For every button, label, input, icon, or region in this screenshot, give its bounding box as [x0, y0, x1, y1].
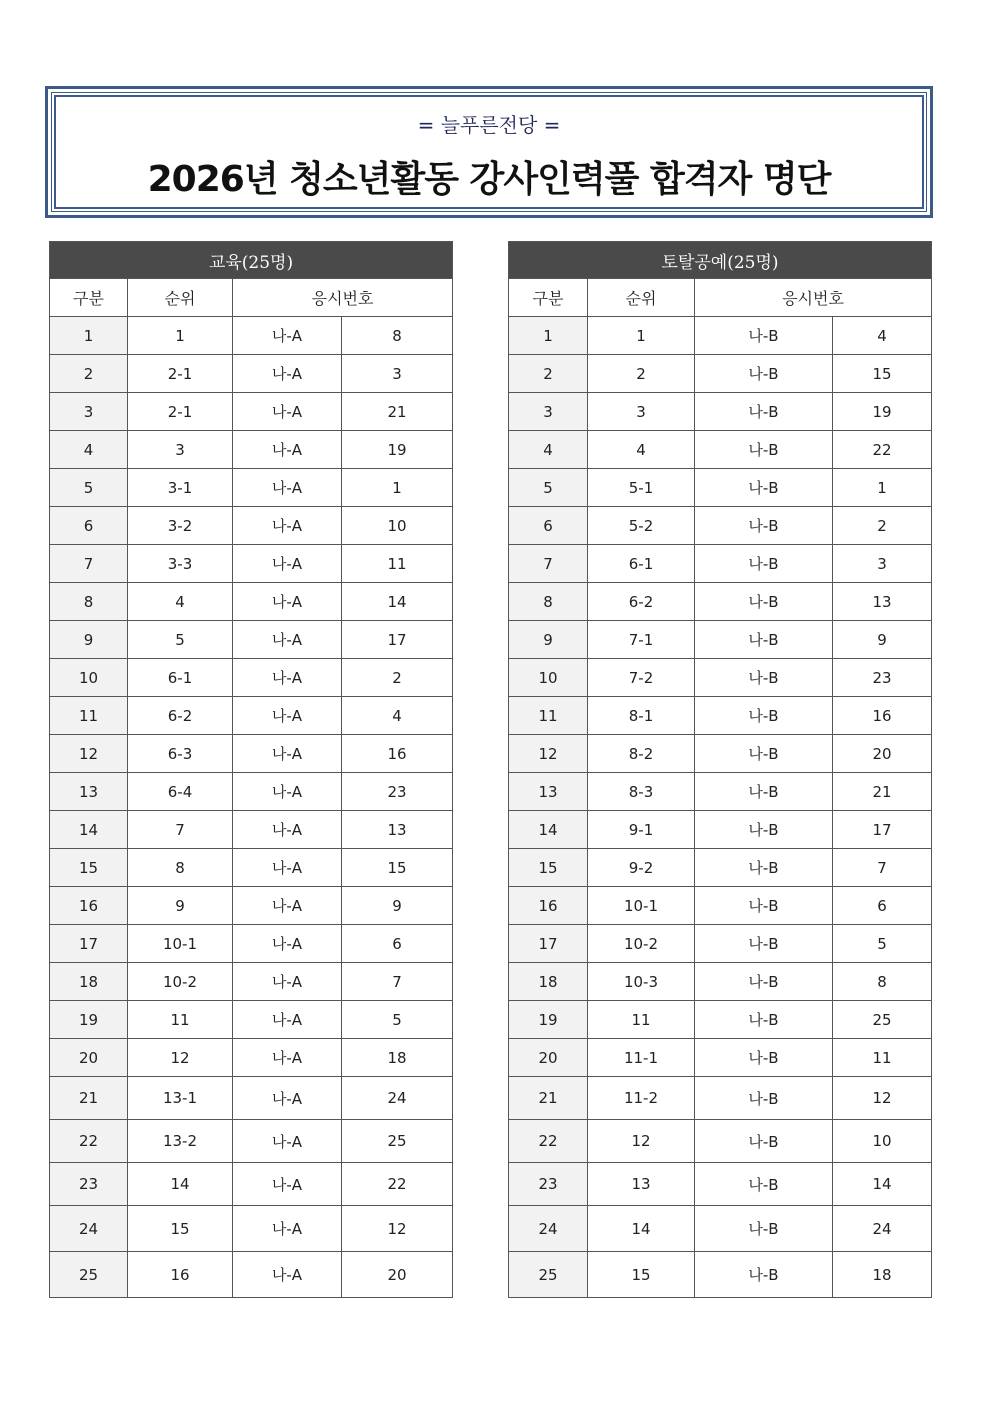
rank-cell: 1: [128, 317, 233, 355]
column-header-category: 구분: [509, 279, 588, 317]
exam-group-cell: 나-B: [695, 849, 833, 887]
table-body: [509, 317, 932, 1298]
rank-cell: 15: [588, 1252, 695, 1298]
exam-group-cell: 나-A: [233, 811, 342, 849]
row-number-cell: 17: [509, 925, 588, 963]
exam-group-cell: 나-B: [695, 1206, 833, 1252]
table-row: [509, 697, 932, 735]
row-number-cell: 15: [509, 849, 588, 887]
row-number-cell: 13: [50, 773, 128, 811]
exam-number-cell: 5: [833, 925, 932, 963]
row-number-cell: 20: [50, 1039, 128, 1077]
row-number-cell: 13: [509, 773, 588, 811]
rank-cell: 2-1: [128, 355, 233, 393]
rank-cell: 3: [128, 431, 233, 469]
exam-number-cell: 17: [342, 621, 453, 659]
column-header-category: 구분: [50, 279, 128, 317]
exam-number-cell: 3: [342, 355, 453, 393]
exam-group-cell: 나-A: [233, 1039, 342, 1077]
column-header-rank: 순위: [588, 279, 695, 317]
exam-group-cell: 나-A: [233, 1163, 342, 1206]
organization-subtitle: = 늘푸른전당 =: [417, 113, 561, 137]
table-row: [50, 773, 453, 811]
exam-group-cell: 나-B: [695, 355, 833, 393]
exam-group-cell: 나-A: [233, 773, 342, 811]
table-body: [50, 317, 453, 1298]
rank-cell: 8-1: [588, 697, 695, 735]
exam-number-cell: 12: [833, 1077, 932, 1120]
exam-number-cell: 23: [342, 773, 453, 811]
rank-cell: 12: [128, 1039, 233, 1077]
rank-cell: 4: [588, 431, 695, 469]
table-row: [50, 1163, 453, 1206]
exam-number-cell: 1: [342, 469, 453, 507]
table-row: [50, 1120, 453, 1163]
row-number-cell: 5: [50, 469, 128, 507]
row-number-cell: 2: [509, 355, 588, 393]
exam-number-cell: 7: [342, 963, 453, 1001]
exam-number-cell: 17: [833, 811, 932, 849]
exam-group-cell: 나-B: [695, 431, 833, 469]
table-caption: 교육(25명): [50, 242, 453, 279]
exam-group-cell: 나-A: [233, 431, 342, 469]
table-row: [509, 583, 932, 621]
exam-group-cell: 나-B: [695, 583, 833, 621]
exam-number-cell: 20: [833, 735, 932, 773]
table-row: [50, 1001, 453, 1039]
row-number-cell: 18: [509, 963, 588, 1001]
exam-group-cell: 나-A: [233, 355, 342, 393]
exam-number-cell: 1: [833, 469, 932, 507]
row-number-cell: 8: [50, 583, 128, 621]
column-header-exam-number: 응시번호: [695, 279, 932, 317]
exam-number-cell: 23: [833, 659, 932, 697]
table-row: [509, 659, 932, 697]
page-title: 2026년 청소년활동 강사인력풀 합격자 명단: [147, 159, 831, 200]
rank-cell: 5-1: [588, 469, 695, 507]
rank-cell: 2: [588, 355, 695, 393]
table-row: [509, 317, 932, 355]
rank-cell: 4: [128, 583, 233, 621]
table-row: [509, 1077, 932, 1120]
rank-cell: 3-1: [128, 469, 233, 507]
rank-cell: 13-1: [128, 1077, 233, 1120]
row-number-cell: 11: [50, 697, 128, 735]
exam-number-cell: 22: [833, 431, 932, 469]
table-row: [50, 697, 453, 735]
row-number-cell: 16: [50, 887, 128, 925]
title-box: [45, 86, 933, 218]
exam-number-cell: 5: [342, 1001, 453, 1039]
exam-number-cell: 24: [833, 1206, 932, 1252]
rank-cell: 6-3: [128, 735, 233, 773]
row-number-cell: 2: [50, 355, 128, 393]
table-row: [50, 507, 453, 545]
exam-group-cell: 나-A: [233, 659, 342, 697]
exam-group-cell: 나-A: [233, 963, 342, 1001]
exam-group-cell: 나-B: [695, 925, 833, 963]
table-row: [509, 773, 932, 811]
table-row: [50, 963, 453, 1001]
exam-number-cell: 10: [833, 1120, 932, 1163]
row-number-cell: 6: [50, 507, 128, 545]
row-number-cell: 23: [509, 1163, 588, 1206]
rank-cell: 14: [588, 1206, 695, 1252]
exam-number-cell: 8: [833, 963, 932, 1001]
rank-cell: 3-3: [128, 545, 233, 583]
column-header-exam-number: 응시번호: [233, 279, 453, 317]
exam-number-cell: 21: [342, 393, 453, 431]
row-number-cell: 9: [509, 621, 588, 659]
exam-number-cell: 9: [833, 621, 932, 659]
rank-cell: 3-2: [128, 507, 233, 545]
table-row: [50, 583, 453, 621]
table-row: [50, 849, 453, 887]
exam-group-cell: 나-B: [695, 507, 833, 545]
rank-cell: 10-2: [128, 963, 233, 1001]
rank-cell: 11: [588, 1001, 695, 1039]
rank-cell: 6-1: [588, 545, 695, 583]
exam-group-cell: 나-B: [695, 469, 833, 507]
row-number-cell: 14: [509, 811, 588, 849]
rank-cell: 8-3: [588, 773, 695, 811]
table-row: [50, 735, 453, 773]
column-header-rank: 순위: [128, 279, 233, 317]
exam-group-cell: 나-A: [233, 469, 342, 507]
exam-number-cell: 11: [342, 545, 453, 583]
exam-group-cell: 나-B: [695, 1001, 833, 1039]
table-row: [509, 925, 932, 963]
rank-cell: 5: [128, 621, 233, 659]
rank-cell: 6-1: [128, 659, 233, 697]
exam-number-cell: 14: [342, 583, 453, 621]
exam-number-cell: 8: [342, 317, 453, 355]
row-number-cell: 21: [509, 1077, 588, 1120]
exam-group-cell: 나-B: [695, 1163, 833, 1206]
exam-group-cell: 나-B: [695, 811, 833, 849]
exam-group-cell: 나-A: [233, 697, 342, 735]
row-number-cell: 4: [509, 431, 588, 469]
row-number-cell: 25: [509, 1252, 588, 1298]
rank-cell: 10-1: [128, 925, 233, 963]
row-number-cell: 17: [50, 925, 128, 963]
row-number-cell: 18: [50, 963, 128, 1001]
exam-group-cell: 나-A: [233, 621, 342, 659]
exam-group-cell: 나-B: [695, 621, 833, 659]
rank-cell: 9-1: [588, 811, 695, 849]
rank-cell: 8: [128, 849, 233, 887]
exam-number-cell: 4: [833, 317, 932, 355]
rank-cell: 6-4: [128, 773, 233, 811]
exam-group-cell: 나-B: [695, 773, 833, 811]
rank-cell: 14: [128, 1163, 233, 1206]
row-number-cell: 20: [509, 1039, 588, 1077]
exam-number-cell: 10: [342, 507, 453, 545]
rank-cell: 11: [128, 1001, 233, 1039]
rank-cell: 13-2: [128, 1120, 233, 1163]
rank-cell: 7-1: [588, 621, 695, 659]
exam-number-cell: 12: [342, 1206, 453, 1252]
table-row: [509, 887, 932, 925]
rank-cell: 10-1: [588, 887, 695, 925]
rank-cell: 15: [128, 1206, 233, 1252]
row-number-cell: 22: [50, 1120, 128, 1163]
row-number-cell: 11: [509, 697, 588, 735]
table-row: [509, 1163, 932, 1206]
rank-cell: 1: [588, 317, 695, 355]
exam-number-cell: 21: [833, 773, 932, 811]
exam-number-cell: 6: [342, 925, 453, 963]
table-row: [50, 431, 453, 469]
row-number-cell: 5: [509, 469, 588, 507]
exam-number-cell: 6: [833, 887, 932, 925]
row-number-cell: 6: [509, 507, 588, 545]
exam-number-cell: 15: [833, 355, 932, 393]
table-row: [509, 963, 932, 1001]
exam-group-cell: 나-A: [233, 393, 342, 431]
row-number-cell: 12: [509, 735, 588, 773]
exam-number-cell: 24: [342, 1077, 453, 1120]
table-row: [50, 925, 453, 963]
row-number-cell: 14: [50, 811, 128, 849]
exam-number-cell: 25: [342, 1120, 453, 1163]
exam-number-cell: 13: [833, 583, 932, 621]
table-row: [50, 1206, 453, 1252]
exam-group-cell: 나-B: [695, 1039, 833, 1077]
table-row: [509, 431, 932, 469]
table-row: [50, 469, 453, 507]
table-row: [509, 545, 932, 583]
table-row: [509, 1120, 932, 1163]
table-row: [50, 811, 453, 849]
rank-cell: 6-2: [128, 697, 233, 735]
row-number-cell: 10: [50, 659, 128, 697]
exam-group-cell: 나-B: [695, 697, 833, 735]
exam-number-cell: 15: [342, 849, 453, 887]
table-row: [50, 393, 453, 431]
exam-group-cell: 나-A: [233, 1001, 342, 1039]
exam-group-cell: 나-A: [233, 1252, 342, 1298]
table-row: [509, 621, 932, 659]
table-caption: 토탈공예(25명): [509, 242, 932, 279]
table-row: [50, 1077, 453, 1120]
row-number-cell: 3: [50, 393, 128, 431]
exam-group-cell: 나-B: [695, 735, 833, 773]
row-number-cell: 21: [50, 1077, 128, 1120]
exam-number-cell: 16: [833, 697, 932, 735]
table-row: [509, 469, 932, 507]
rank-cell: 7: [128, 811, 233, 849]
table-row: [50, 1252, 453, 1298]
exam-number-cell: 11: [833, 1039, 932, 1077]
exam-group-cell: 나-A: [233, 1120, 342, 1163]
exam-group-cell: 나-A: [233, 583, 342, 621]
rank-cell: 10-2: [588, 925, 695, 963]
table-row: [509, 507, 932, 545]
exam-number-cell: 18: [342, 1039, 453, 1077]
exam-group-cell: 나-B: [695, 887, 833, 925]
exam-group-cell: 나-B: [695, 1077, 833, 1120]
exam-number-cell: 14: [833, 1163, 932, 1206]
exam-group-cell: 나-A: [233, 849, 342, 887]
exam-group-cell: 나-A: [233, 1077, 342, 1120]
rank-cell: 9-2: [588, 849, 695, 887]
exam-number-cell: 19: [833, 393, 932, 431]
table-row: [50, 545, 453, 583]
table-row: [509, 811, 932, 849]
exam-group-cell: 나-B: [695, 963, 833, 1001]
exam-number-cell: 20: [342, 1252, 453, 1298]
craft-results-table: [508, 241, 932, 1298]
exam-number-cell: 22: [342, 1163, 453, 1206]
table-row: [509, 1252, 932, 1298]
row-number-cell: 12: [50, 735, 128, 773]
exam-group-cell: 나-B: [695, 393, 833, 431]
row-number-cell: 25: [50, 1252, 128, 1298]
table-row: [509, 355, 932, 393]
row-number-cell: 1: [50, 317, 128, 355]
exam-group-cell: 나-A: [233, 507, 342, 545]
rank-cell: 11-1: [588, 1039, 695, 1077]
row-number-cell: 1: [509, 317, 588, 355]
exam-number-cell: 3: [833, 545, 932, 583]
exam-number-cell: 4: [342, 697, 453, 735]
table-row: [509, 1001, 932, 1039]
rank-cell: 12: [588, 1120, 695, 1163]
row-number-cell: 19: [509, 1001, 588, 1039]
rank-cell: 2-1: [128, 393, 233, 431]
exam-group-cell: 나-B: [695, 545, 833, 583]
row-number-cell: 23: [50, 1163, 128, 1206]
exam-number-cell: 19: [342, 431, 453, 469]
exam-number-cell: 13: [342, 811, 453, 849]
row-number-cell: 7: [509, 545, 588, 583]
exam-group-cell: 나-B: [695, 1252, 833, 1298]
exam-group-cell: 나-A: [233, 735, 342, 773]
exam-number-cell: 9: [342, 887, 453, 925]
row-number-cell: 10: [509, 659, 588, 697]
exam-group-cell: 나-A: [233, 887, 342, 925]
education-results-table: [49, 241, 453, 1298]
exam-number-cell: 7: [833, 849, 932, 887]
table-row: [50, 659, 453, 697]
exam-number-cell: 18: [833, 1252, 932, 1298]
row-number-cell: 8: [509, 583, 588, 621]
rank-cell: 10-3: [588, 963, 695, 1001]
exam-group-cell: 나-A: [233, 925, 342, 963]
table-row: [50, 355, 453, 393]
exam-number-cell: 25: [833, 1001, 932, 1039]
rank-cell: 16: [128, 1252, 233, 1298]
table-row: [50, 317, 453, 355]
exam-number-cell: 2: [342, 659, 453, 697]
exam-number-cell: 16: [342, 735, 453, 773]
row-number-cell: 15: [50, 849, 128, 887]
row-number-cell: 24: [50, 1206, 128, 1252]
rank-cell: 11-2: [588, 1077, 695, 1120]
rank-cell: 8-2: [588, 735, 695, 773]
exam-number-cell: 2: [833, 507, 932, 545]
exam-group-cell: 나-A: [233, 545, 342, 583]
exam-group-cell: 나-B: [695, 659, 833, 697]
row-number-cell: 9: [50, 621, 128, 659]
rank-cell: 3: [588, 393, 695, 431]
rank-cell: 5-2: [588, 507, 695, 545]
row-number-cell: 19: [50, 1001, 128, 1039]
row-number-cell: 3: [509, 393, 588, 431]
row-number-cell: 16: [509, 887, 588, 925]
exam-group-cell: 나-A: [233, 1206, 342, 1252]
row-number-cell: 22: [509, 1120, 588, 1163]
table-row: [509, 393, 932, 431]
rank-cell: 13: [588, 1163, 695, 1206]
rank-cell: 9: [128, 887, 233, 925]
rank-cell: 7-2: [588, 659, 695, 697]
table-row: [509, 1206, 932, 1252]
table-row: [50, 1039, 453, 1077]
table-row: [509, 735, 932, 773]
table-row: [50, 621, 453, 659]
exam-group-cell: 나-B: [695, 317, 833, 355]
row-number-cell: 4: [50, 431, 128, 469]
table-row: [509, 1039, 932, 1077]
rank-cell: 6-2: [588, 583, 695, 621]
row-number-cell: 24: [509, 1206, 588, 1252]
row-number-cell: 7: [50, 545, 128, 583]
table-row: [509, 849, 932, 887]
exam-group-cell: 나-A: [233, 317, 342, 355]
exam-group-cell: 나-B: [695, 1120, 833, 1163]
table-row: [50, 887, 453, 925]
